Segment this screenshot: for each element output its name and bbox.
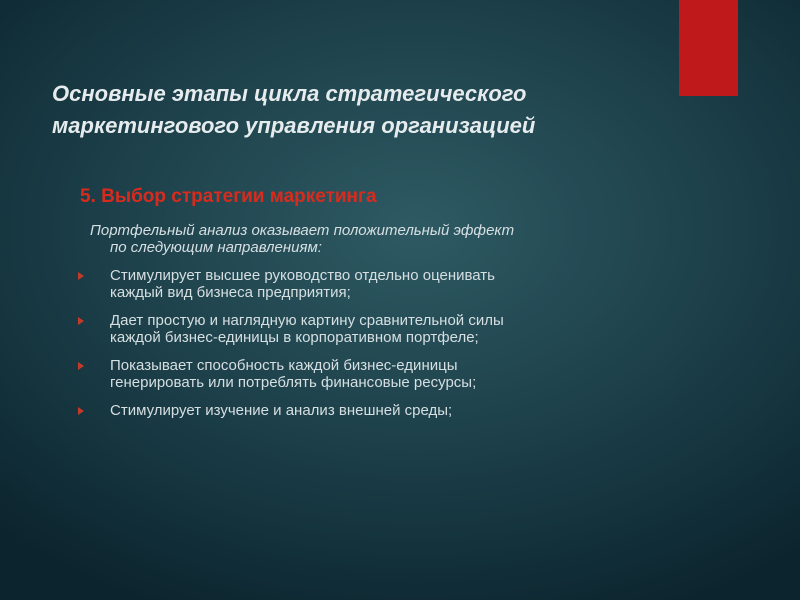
bullet-text-line: Стимулирует изучение и анализ внешней среды; <box>110 402 453 419</box>
bullet-text-line: генерировать или потреблять финансовые ресурсы; <box>110 374 477 391</box>
bullet-text-line: каждый вид бизнеса предприятия; <box>110 284 351 301</box>
bullet-item <box>78 267 658 301</box>
bullet-item <box>78 402 658 419</box>
bullet-text-line: Дает простую и наглядную картину сравнительной силы <box>110 312 504 329</box>
triangle-bullet-icon <box>78 362 84 370</box>
intro-line: по следующим направлениям: <box>110 239 322 256</box>
bullet-item <box>78 312 658 346</box>
intro-line: Портфельный анализ оказывает положительный эффект <box>90 222 515 239</box>
triangle-bullet-icon <box>78 407 84 415</box>
bullet-text-line: Стимулирует высшее руководство отдельно оценивать <box>110 267 495 284</box>
triangle-bullet-icon <box>78 272 84 280</box>
section-subtitle: 5. Выбор стратегии маркетинга <box>80 186 377 207</box>
slide-title <box>52 78 652 142</box>
bullet-text-line: каждой бизнес-единицы в корпоративном портфеле; <box>110 329 479 346</box>
bullet-item <box>78 357 658 391</box>
accent-rectangle <box>679 0 738 96</box>
triangle-bullet-icon <box>78 317 84 325</box>
slide-title-line: Основные этапы цикла стратегического <box>52 81 527 106</box>
intro-paragraph <box>90 222 650 256</box>
bullet-list <box>78 267 658 430</box>
slide-title-line: маркетингового управления организацией <box>52 113 536 138</box>
bullet-text-line: Показывает способность каждой бизнес-единицы <box>110 357 458 374</box>
